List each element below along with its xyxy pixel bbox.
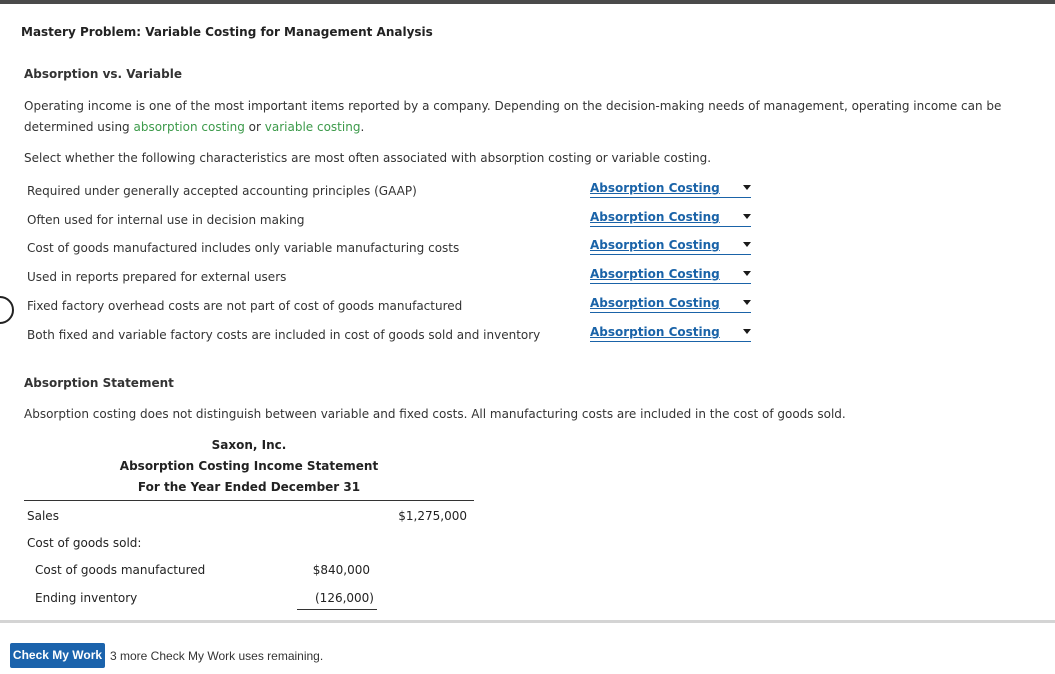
chevron-down-icon: [743, 185, 751, 190]
characteristic-label: Fixed factory overhead costs are not part of cost of goods manufactured: [27, 299, 463, 313]
statement-title: Absorption Costing Income Statement: [119, 459, 379, 473]
characteristic-label: Required under generally accepted accounting principles (GAAP): [27, 184, 417, 198]
section-heading-absorption-statement: Absorption Statement: [24, 376, 174, 390]
check-my-work-button[interactable]: Check My Work: [10, 643, 105, 668]
statement-period: For the Year Ended December 31: [137, 480, 361, 494]
top-border: [0, 0, 1055, 4]
costing-type-select[interactable]: [590, 181, 751, 198]
select-value: Absorption Costing: [590, 267, 720, 281]
characteristic-row: [27, 296, 757, 316]
page-title: Mastery Problem: Variable Costing for Management Analysis: [21, 25, 433, 39]
characteristic-row: [27, 210, 757, 230]
intro-text: Operating income is one of the most important items reported by a company. Depending on the decision-making needs of management, operating income can be determined using: [24, 99, 1002, 134]
variable-costing-link[interactable]: variable costing: [264, 120, 361, 134]
sales-amount: $1,275,000: [398, 509, 467, 523]
cogm-amount: $840,000: [312, 563, 370, 577]
section-heading-absorption-vs-variable: Absorption vs. Variable: [24, 67, 182, 81]
characteristic-label: Both fixed and variable factory costs are included in cost of goods sold and inventory: [27, 328, 541, 342]
subtotal-underline: [297, 609, 377, 610]
costing-type-select[interactable]: [590, 238, 751, 255]
check-remaining-text: 3 more Check My Work uses remaining.: [110, 649, 324, 663]
select-value: Absorption Costing: [590, 210, 720, 224]
select-value: Absorption Costing: [590, 325, 720, 339]
company-name: Saxon, Inc.: [211, 438, 287, 452]
chevron-down-icon: [743, 214, 751, 219]
ending-inventory-label: Ending inventory: [35, 591, 138, 605]
intro-paragraph: [24, 96, 1024, 138]
statement-header-divider: [24, 500, 474, 501]
characteristic-row: [27, 181, 757, 201]
chevron-down-icon: [743, 271, 751, 276]
chevron-down-icon: [743, 329, 751, 334]
intro-connector: or: [244, 120, 265, 134]
costing-type-select[interactable]: [590, 267, 751, 284]
side-navigation-circle-icon[interactable]: [0, 296, 14, 324]
footer-divider: [0, 620, 1055, 623]
select-value: Absorption Costing: [590, 296, 720, 310]
cogs-label: Cost of goods sold:: [27, 536, 142, 550]
costing-type-select[interactable]: [590, 210, 751, 227]
characteristic-row: [27, 238, 757, 258]
chevron-down-icon: [743, 242, 751, 247]
characteristic-label: Used in reports prepared for external users: [27, 270, 287, 284]
sales-label: Sales: [27, 509, 59, 523]
chevron-down-icon: [743, 300, 751, 305]
intro-period: .: [360, 120, 365, 134]
select-value: Absorption Costing: [590, 181, 720, 195]
costing-type-select[interactable]: [590, 296, 751, 313]
select-value: Absorption Costing: [590, 238, 720, 252]
instruction-text: Select whether the following characteristics are most often associated with absorption costing or variable costing.: [24, 151, 712, 165]
characteristic-row: [27, 267, 757, 287]
costing-type-select[interactable]: [590, 325, 751, 342]
absorption-costing-link[interactable]: absorption costing: [133, 120, 245, 134]
cogm-label: Cost of goods manufactured: [35, 563, 206, 577]
characteristic-label: Often used for internal use in decision making: [27, 213, 305, 227]
ending-inventory-amount: (126,000): [315, 591, 374, 605]
statement-description: Absorption costing does not distinguish between variable and fixed costs. All manufacturing costs are included in the cost of goods sold.: [24, 407, 846, 421]
characteristic-label: Cost of goods manufactured includes only variable manufacturing costs: [27, 241, 460, 255]
characteristic-row: [27, 325, 757, 345]
